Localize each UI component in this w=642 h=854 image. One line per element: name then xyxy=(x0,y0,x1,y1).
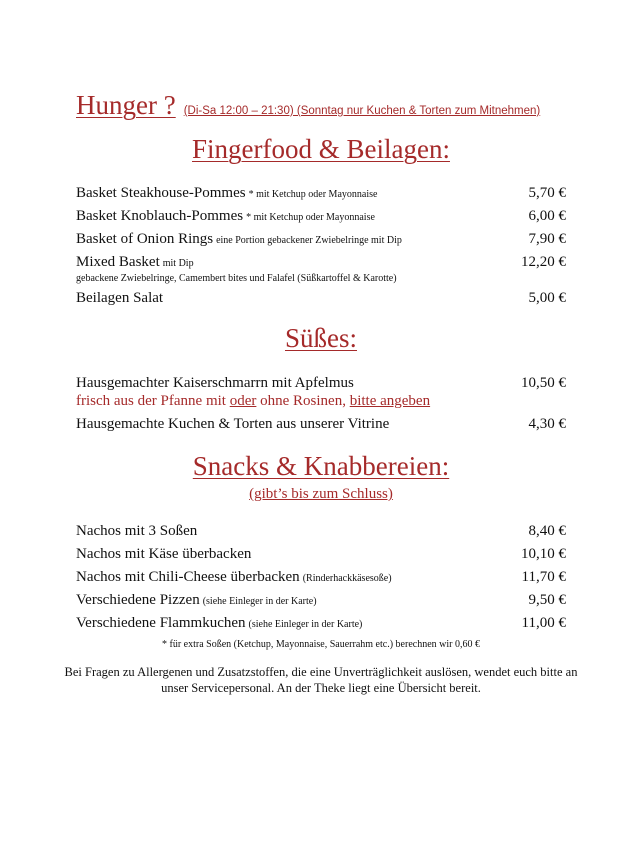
menu-item xyxy=(76,415,566,433)
item-note: * mit Ketchup oder Mayonnaise xyxy=(246,212,375,223)
item-price: 9,50 € xyxy=(528,592,566,608)
menu-item xyxy=(76,545,566,563)
item-price: 10,10 € xyxy=(521,546,566,562)
subline-text: frisch aus der Pfanne mit xyxy=(76,393,230,409)
allergen-info: Bei Fragen zu Allergenen und Zusatzstoffen, die eine Unverträglichkeit auslösen, wendet euch bitte an unser Servicepersonal. An der Theke liegt eine Übersicht bereit. xyxy=(64,665,578,695)
hunger-header xyxy=(76,90,540,121)
item-name: Basket Steakhouse-Pommes xyxy=(76,185,246,201)
item-subline xyxy=(76,392,566,410)
menu-item xyxy=(76,230,566,250)
item-name: Verschiedene Flammkuchen xyxy=(76,615,246,631)
item-price: 5,00 € xyxy=(528,290,566,306)
subline-text: ohne Rosinen, xyxy=(256,393,350,409)
item-name: Nachos mit Käse überbacken xyxy=(76,546,252,562)
menu-item xyxy=(76,184,566,204)
item-price: 11,70 € xyxy=(521,569,566,585)
section-subtitle-snacks: (gibt’s bis zum Schluss) xyxy=(249,486,393,502)
item-price: 7,90 € xyxy=(528,231,566,247)
menu-item xyxy=(76,289,566,307)
menu-item xyxy=(76,253,566,285)
subline-oder: oder xyxy=(229,393,257,409)
item-name: Hausgemachte Kuchen & Torten aus unserer Vitrine xyxy=(76,416,390,432)
item-price: 4,30 € xyxy=(528,416,566,432)
item-name: Hausgemachter Kaiserschmarrn mit Apfelmus xyxy=(76,375,354,391)
menu-item xyxy=(76,591,566,611)
item-price: 6,00 € xyxy=(528,208,566,224)
item-name: Nachos mit Chili-Cheese überbacken xyxy=(76,569,300,585)
item-name: Basket Knoblauch-Pommes xyxy=(76,208,244,224)
item-price: 10,50 € xyxy=(521,375,566,391)
section-title-suesses: Süßes: xyxy=(284,323,357,353)
item-note: eine Portion gebackener Zwiebelringe mit Dip xyxy=(216,235,402,246)
item-note: * mit Ketchup oder Mayonnaise xyxy=(248,189,378,200)
item-name: Beilagen Salat xyxy=(76,290,164,306)
item-name: Mixed Basket xyxy=(76,254,160,270)
item-price: 12,20 € xyxy=(521,254,566,270)
sauce-footnote: * für extra Soßen (Ketchup, Mayonnaise, Sauerrahm etc.) berechnen wir 0,60 € xyxy=(162,639,480,650)
menu-item xyxy=(76,522,566,540)
item-note: (Rinderhackkäsesoße) xyxy=(302,573,392,584)
menu-item xyxy=(76,614,566,634)
item-price: 11,00 € xyxy=(521,615,566,631)
section-title-snacks: Snacks & Knabbereien: xyxy=(192,451,450,481)
menu-item xyxy=(76,374,566,410)
item-price: 8,40 € xyxy=(528,523,566,539)
item-name: Nachos mit 3 Soßen xyxy=(76,523,198,539)
item-name: Basket of Onion Rings xyxy=(76,231,214,247)
page-title: Hunger ? xyxy=(76,90,176,120)
section-title-fingerfood: Fingerfood & Beilagen: xyxy=(192,134,450,164)
menu-item xyxy=(76,568,566,588)
opening-hours: (Di-Sa 12:00 – 21:30) (Sonntag nur Kuchen & Torten zum Mitnehmen) xyxy=(183,105,541,117)
item-name: Verschiedene Pizzen xyxy=(76,592,200,608)
subline-bitte-angeben: bitte angeben xyxy=(349,393,431,409)
item-note: (siehe Einleger in der Karte) xyxy=(248,619,363,630)
item-description: gebackene Zwiebelringe, Camembert bites und Falafel (Süßkartoffel & Karotte) xyxy=(76,273,397,284)
menu-item xyxy=(76,207,566,227)
item-price: 5,70 € xyxy=(528,185,566,201)
item-note: mit Dip xyxy=(162,258,194,269)
item-note: (siehe Einleger in der Karte) xyxy=(202,596,317,607)
